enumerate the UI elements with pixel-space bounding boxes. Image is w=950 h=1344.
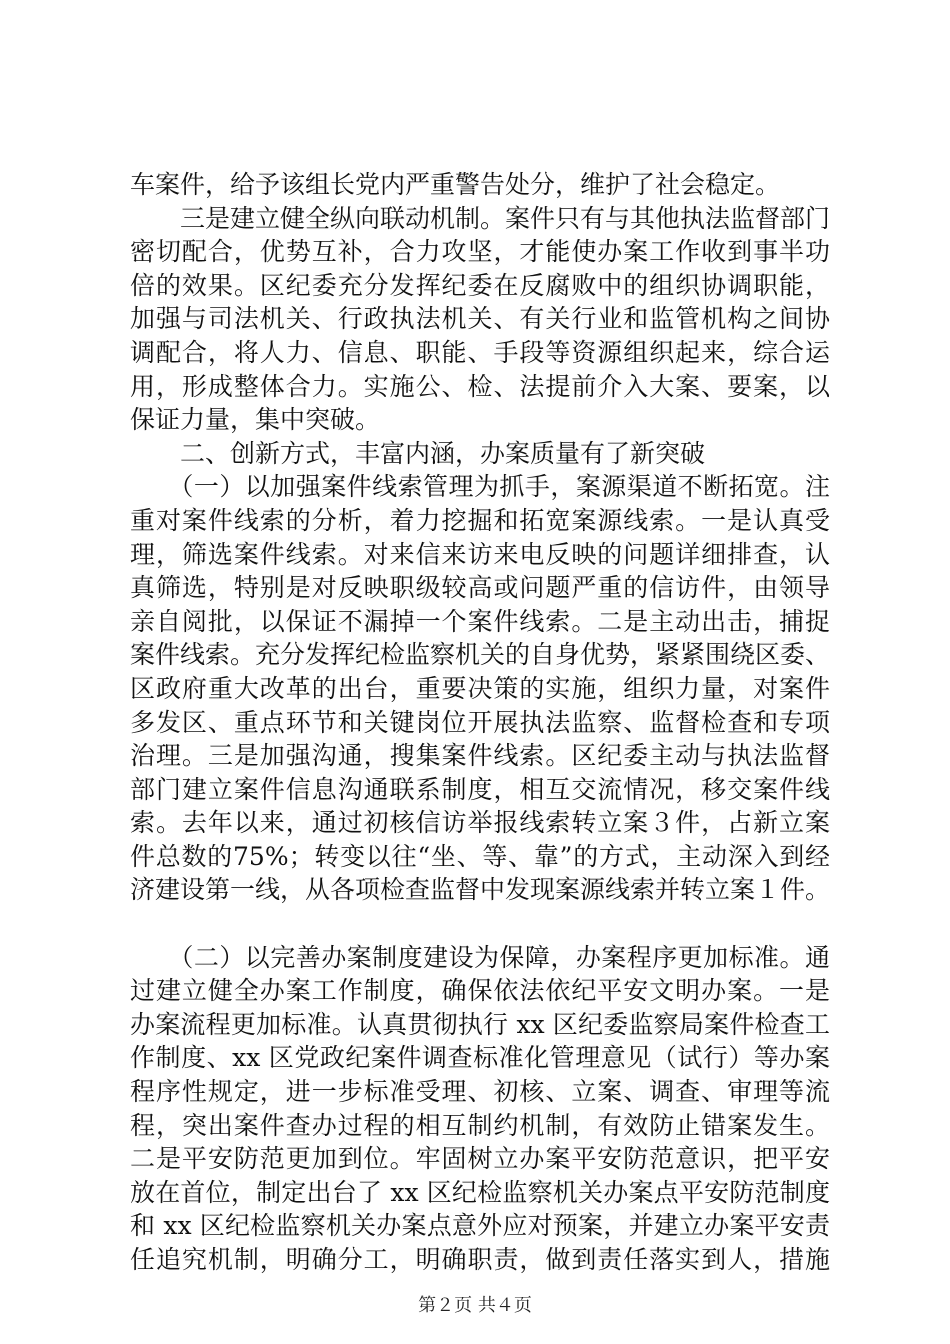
text-line: 真筛选，特别是对反映职级较高或问题严重的信访件，由领导 xyxy=(130,573,830,603)
text-line: （二）以完善办案制度建设为保障，办案程序更加标准。通 xyxy=(130,942,830,972)
text-line: 任追究机制，明确分工，明确职责，做到责任落实到人，措施 xyxy=(130,1245,830,1274)
text-line: 部门建立案件信息沟通联系制度，相互交流情况，移交案件线 xyxy=(130,774,830,804)
text-line: 和 xx 区纪检监察机关办案点意外应对预案，并建立办案平安责 xyxy=(130,1211,830,1241)
text-line: 区政府重大改革的出台，重要决策的实施，组织力量，对案件 xyxy=(130,673,830,703)
text-line: 加强与司法机关、行政执法机关、有关行业和监管机构之间协 xyxy=(130,304,830,334)
text-line: 二是平安防范更加到位。牢固树立办案平安防范意识，把平安 xyxy=(130,1144,830,1174)
text-line: 过建立健全办案工作制度，确保依法依纪平安文明办案。一是 xyxy=(130,976,830,1006)
text-line: 治理。三是加强沟通，搜集案件线索。区纪委主动与执法监督 xyxy=(130,741,830,771)
text-line: 件总数的75%；转变以往“坐、等、靠”的方式，主动深入到经 xyxy=(130,841,830,871)
text-line: （一）以加强案件线索管理为抓手，案源渠道不断拓宽。注 xyxy=(130,472,830,502)
text-line: 多发区、重点环节和关键岗位开展执法监察、监督检查和专项 xyxy=(130,707,830,737)
page-footer: 第２页 共４页 xyxy=(418,1295,532,1316)
text-line: 车案件，给予该组长党内严重警告处分，维护了社会稳定。 xyxy=(130,170,781,199)
text-line: 理，筛选案件线索。对来信来访来电反映的问题详细排查，认 xyxy=(130,539,830,569)
text-line: 放在首位，制定出台了 xx 区纪检监察机关办案点平安防范制度 xyxy=(130,1177,830,1207)
section-heading: 二、创新方式，丰富内涵，办案质量有了新突破 xyxy=(130,438,706,468)
text-line: 密切配合，优势互补，合力攻坚，才能使办案工作收到事半功 xyxy=(130,237,830,267)
text-line: 亲自阅批，以保证不漏掉一个案件线索。二是主动出击，捕捉 xyxy=(130,606,830,636)
text-line: 三是建立健全纵向联动机制。案件只有与其他执法监督部门 xyxy=(130,203,831,233)
text-line: 办案流程更加标准。认真贯彻执行 xx 区纪委监察局案件检查工 xyxy=(130,1009,830,1039)
text-line: 作制度、xx 区党政纪案件调查标准化管理意见（试行）等办案 xyxy=(130,1043,830,1073)
text-line: 济建设第一线，从各项检查监督中发现案源线索并转立案１件。 xyxy=(130,875,831,905)
paragraph-gap xyxy=(130,907,830,941)
text-line: 调配合，将人力、信息、职能、手段等资源组织起来，综合运 xyxy=(130,337,830,367)
text-line: 保证力量，集中突破。 xyxy=(130,405,381,435)
text-line: 重对案件线索的分析，着力挖掘和拓宽案源线索。一是认真受 xyxy=(130,505,830,535)
text-line: 案件线索。充分发挥纪检监察机关的自身优势，紧紧围绕区委、 xyxy=(130,640,831,670)
text-line: 倍的效果。区纪委充分发挥纪委在反腐败中的组织协调职能， xyxy=(130,270,830,300)
text-line: 程序性规定，进一步标准受理、初核、立案、调查、审理等流 xyxy=(130,1077,830,1107)
document-body xyxy=(130,168,830,1277)
text-line: 用，形成整体合力。实施公、检、法提前介入大案、要案，以 xyxy=(130,371,830,401)
text-line: 程，突出案件查办过程的相互制约机制，有效防止错案发生。 xyxy=(130,1110,830,1140)
text-line: 索。去年以来，通过初核信访举报线索转立案３件，占新立案 xyxy=(130,808,830,838)
